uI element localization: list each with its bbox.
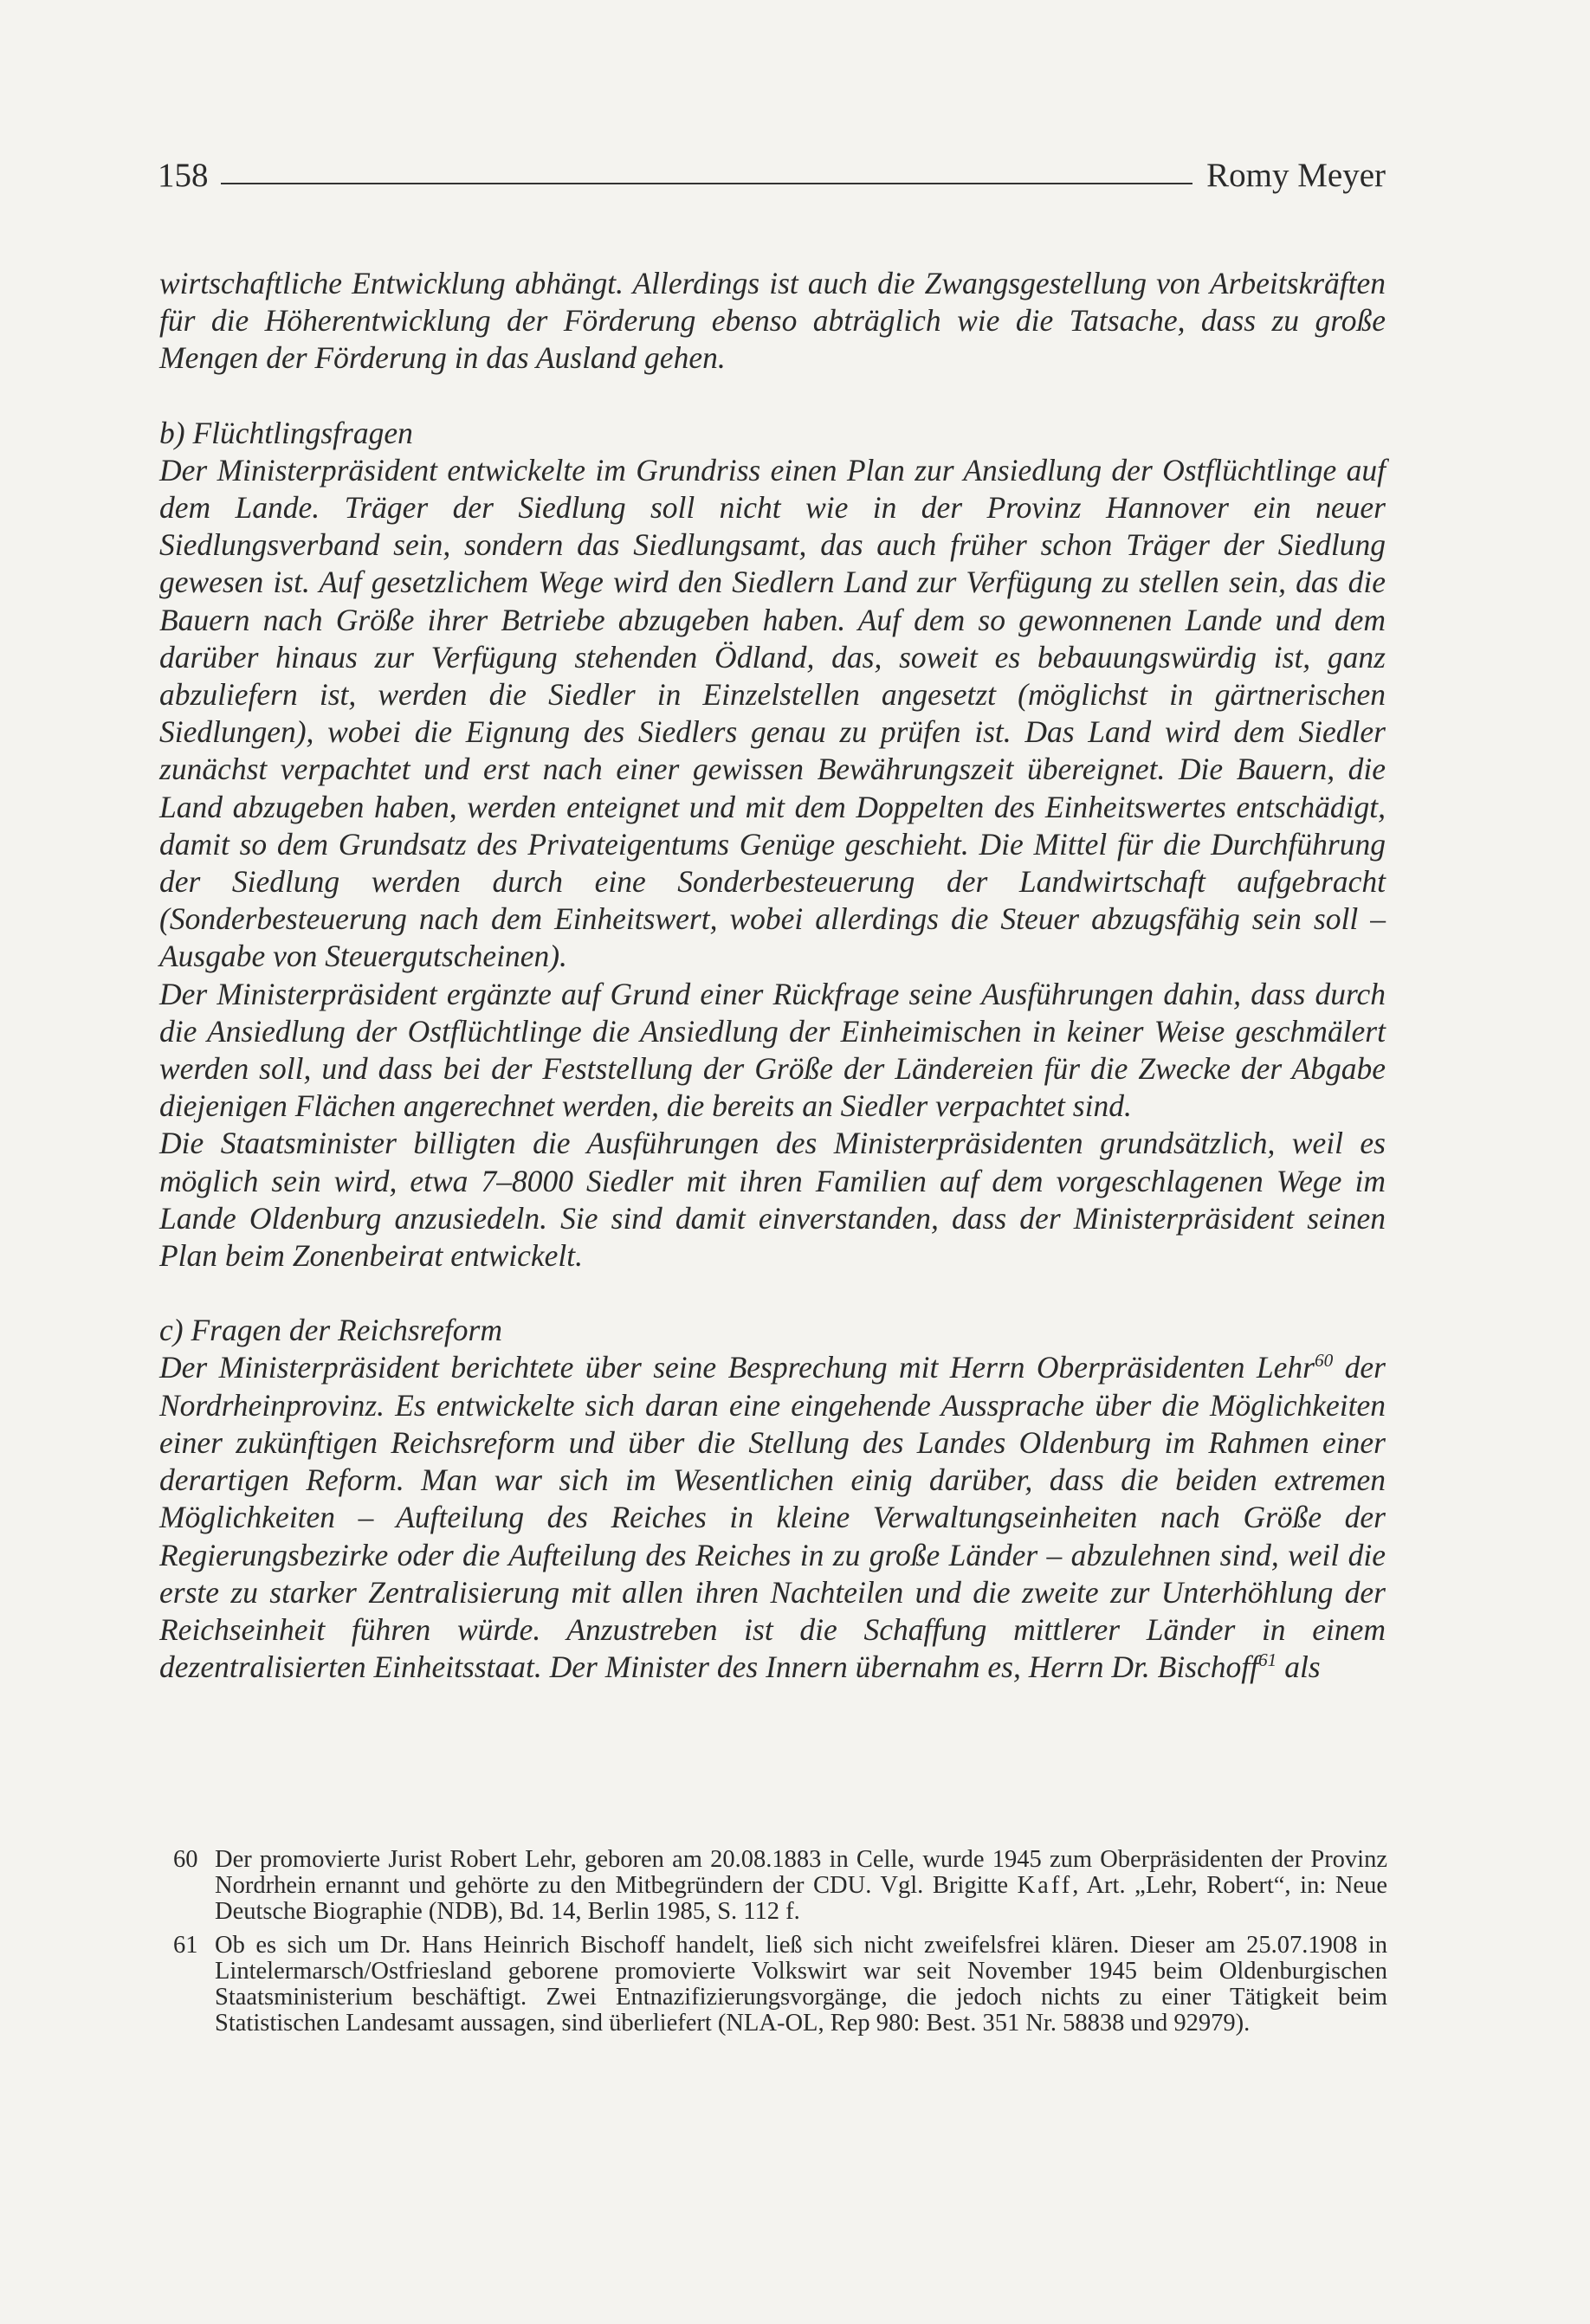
- paragraph-staatsminister: Die Staatsminister billigten die Ausführungen des Ministerpräsidenten grundsätzlich, weil es möglich sein wird, etwa 7–8000 Siedler mit ihren Familien auf dem vorgeschlagenen Wege im Lande Oldenburg anzusiedeln. Sie sind damit einverstanden, dass der Ministerpräsident seinen Plan beim Zonenbeirat entwickelt.: [159, 1126, 1386, 1274]
- author-name-spaced: Kaff: [1017, 1871, 1073, 1899]
- section-heading-reichsreform: c) Fragen der Reichsreform: [159, 1313, 502, 1348]
- footnote-61: [173, 1933, 1387, 2036]
- running-header: [158, 158, 1386, 192]
- page-number: 158: [158, 157, 209, 194]
- footnote-ref-61[interactable]: 61: [1258, 1649, 1277, 1671]
- footnote-number: 61: [173, 1932, 198, 1959]
- paragraph-siedlungsplan: Der Ministerpräsident entwickelte im Grundriss einen Plan zur Ansiedlung der Ostflüchtlinge auf dem Lande. Träger der Siedlung soll nicht wie in der Provinz Hannover ein neuer Siedlungsverband sein, sondern das Siedlungsamt, das auch früher schon Träger der Siedlung gewesen ist. Auf gesetzlichem Wege wird den Siedlern Land zur Verfügung zu stellen sein, das die Bauern nach Größe ihrer Betriebe abzugeben haben. Auf dem so gewonnenen Lande und dem darüber hinaus zur Verfügung stehenden Ödland, das, soweit es bebauungswürdig ist, ganz abzuliefern ist, werden die Siedler in Einzelstellen angesetzt (möglichst in gärtnerischen Siedlungen), wobei die Eignung des Siedlers genau zu prüfen ist. Das Land wird dem Siedler zunächst verpachtet und erst nach einer gewissen Bewährungszeit übereignet. Die Bauern, die Land abzugeben haben, werden enteignet und mit dem Doppelten des Einheitswertes entschädigt, damit so dem Grundsatz des Privateigentums Genüge geschieht. Die Mittel für die Durchführung der Siedlung werden durch eine Sonderbesteuerung der Landwirtschaft aufgebracht (Sonderbesteuerung nach dem Einheitswert, wobei allerdings die Steuer abzugsfähig sein soll – Ausgabe von Steuergutscheinen).: [159, 452, 1386, 974]
- text-run: Der Ministerpräsident berichtete über seine Besprechung mit Herrn Oberpräsidenten Lehr: [159, 1350, 1315, 1385]
- paragraph-ergaenzung: Der Ministerpräsident ergänzte auf Grund einer Rückfrage seine Ausführungen dahin, dass durch die Ansiedlung der Ostflüchtlinge die Ansiedlung der Einheimischen in keiner Weise geschmälert werden soll, und dass bei der Feststellung der Größe der Ländereien für die Zwecke der Abgabe diejenigen Flächen angerechnet werden, die bereits an Siedler verpachtet sind.: [159, 976, 1386, 1124]
- paragraph-continuation: wirtschaftliche Entwicklung abhängt. Allerdings ist auch die Zwangsgestellung von Arbeitskräften für die Höherentwicklung der Förderung ebenso abträglich wie die Tatsache, dass zu große Mengen der Förderung in das Ausland gehen.: [159, 266, 1386, 376]
- footnote-60: [173, 1847, 1387, 1924]
- main-text: [159, 265, 1386, 1686]
- text-run: als: [1277, 1649, 1321, 1685]
- header-rule: [221, 183, 1193, 184]
- section-heading-fluechtlingsfragen: b) Flüchtlingsfragen: [159, 415, 413, 450]
- footnote-ref-60[interactable]: 60: [1314, 1350, 1334, 1372]
- text-run: der Nordrheinprovinz. Es entwickelte sich daran eine eingehende Aussprache über die Möglichkeiten einer zukünftigen Reichsreform und über die Stellung des Landes Oldenburg im Rahmen einer derartigen Reform. Man war sich im Wesentlichen einig darüber, dass die beiden extremen Möglichkeiten – Aufteilung des Reiches in kleine Verwaltungseinheiten nach Größe der Regierungsbezirke oder die Aufteilung des Reiches in zu große Länder – abzulehnen sind, weil die erste zu starker Zentralisierung mit allen ihren Nachteilen und die zweite zur Unterhöhlung der Reichseinheit führen würde. Anzustreben ist die Schaffung mittlerer Länder in einem dezentralisierten Einheitsstaat. Der Minister des Innern übernahm es, Herrn Dr. Bischoff: [159, 1350, 1386, 1685]
- footnote-number: 60: [173, 1846, 198, 1873]
- paragraph-reichsreform: [159, 1349, 1386, 1686]
- running-author: Romy Meyer: [1206, 157, 1386, 194]
- footnote-text: Ob es sich um Dr. Hans Heinrich Bischoff handelt, ließ sich nicht zweifelsfrei klären. Dieser am 25.07.1908 in Lintelermarsch/Ostfriesland geborene promovierte Volkswirt war seit November 1945 beim Oldenburgischen Staatsministerium beschäftigt. Zwei Entnazifizierungsvorgänge, die jedoch nichts zu einer Tätigkeit beim Statistischen Landesamt aussagen, sind überliefert (NLA-OL, Rep 980: Best. 351 Nr. 58838 und 92979).: [215, 1932, 1387, 2037]
- footnote-text: Der promovierte Jurist Robert Lehr, geboren am 20.08.1883 in Celle, wurde 1945 zum Oberpräsidenten der Provinz Nordrhein ernannt und gehörte zu den Mitbegründern der CDU. Vgl. Brigitte Kaff, Art. „Lehr, Robert“, in: Neue Deutsche Biographie (NDB), Bd. 14, Berlin 1985, S. 112 f.: [215, 1846, 1387, 1925]
- footnotes: [173, 1847, 1387, 2045]
